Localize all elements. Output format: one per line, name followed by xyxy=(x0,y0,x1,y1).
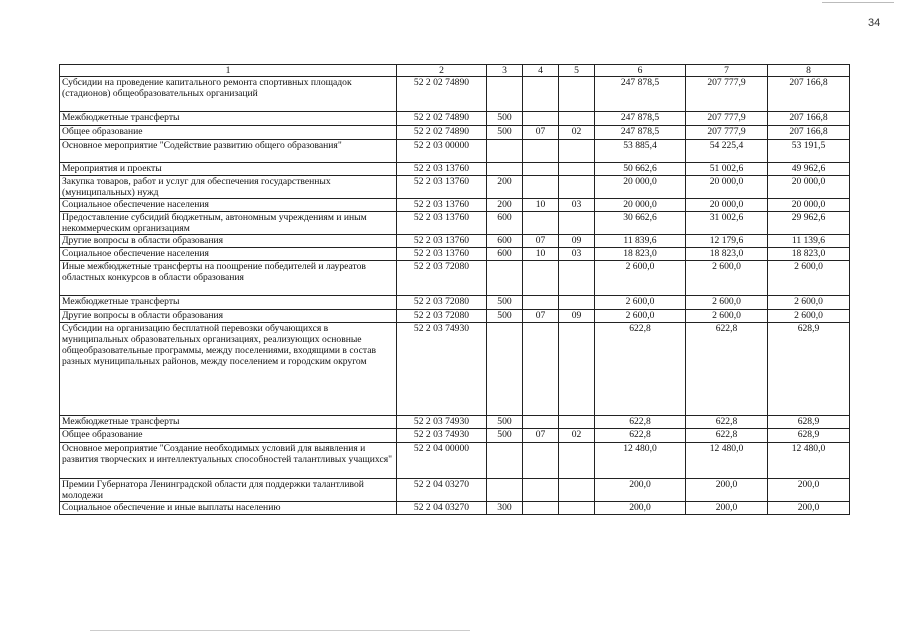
amount-col7-cell: 18 823,0 xyxy=(686,248,768,261)
amount-col8-cell: 200,0 xyxy=(768,502,850,515)
expense-type-cell: 600 xyxy=(487,212,523,235)
amount-col8-cell: 18 823,0 xyxy=(768,248,850,261)
table-row xyxy=(60,502,850,515)
target-code-cell: 52 2 02 74890 xyxy=(397,126,487,140)
amount-col7-cell: 207 777,9 xyxy=(686,126,768,140)
amount-col8-cell: 2 600,0 xyxy=(768,261,850,296)
subsection-cell: 02 xyxy=(559,429,595,443)
target-code-cell: 52 2 03 74930 xyxy=(397,429,487,443)
amount-col6-cell: 247 878,5 xyxy=(595,77,686,112)
target-code-cell: 52 2 03 72080 xyxy=(397,310,487,323)
amount-col8-cell: 207 166,8 xyxy=(768,126,850,140)
column-header: 8 xyxy=(768,65,850,77)
row-name-cell: Иные межбюджетные трансферты на поощрение победителей и лауреатов областных конкурсов в области образования xyxy=(60,261,397,296)
expense-type-cell xyxy=(487,140,523,163)
subsection-cell xyxy=(559,502,595,515)
amount-col7-cell: 207 777,9 xyxy=(686,77,768,112)
subsection-cell xyxy=(559,176,595,199)
row-name-cell: Межбюджетные трансферты xyxy=(60,416,397,429)
table-row xyxy=(60,429,850,443)
section-cell xyxy=(523,140,559,163)
amount-col8-cell: 29 962,6 xyxy=(768,212,850,235)
amount-col7-cell: 20 000,0 xyxy=(686,199,768,212)
table-row xyxy=(60,310,850,323)
amount-col7-cell: 200,0 xyxy=(686,479,768,502)
amount-col8-cell: 200,0 xyxy=(768,479,850,502)
row-name-cell: Мероприятия и проекты xyxy=(60,163,397,176)
column-header: 1 xyxy=(60,65,397,77)
section-cell xyxy=(523,163,559,176)
target-code-cell: 52 2 03 13760 xyxy=(397,212,487,235)
expense-type-cell xyxy=(487,163,523,176)
amount-col8-cell: 49 962,6 xyxy=(768,163,850,176)
table-row xyxy=(60,235,850,248)
expense-type-cell xyxy=(487,323,523,416)
row-name-cell: Основное мероприятие "Содействие развитию общего образования" xyxy=(60,140,397,163)
subsection-cell: 09 xyxy=(559,310,595,323)
target-code-cell: 52 2 03 13760 xyxy=(397,176,487,199)
table-row xyxy=(60,212,850,235)
section-cell xyxy=(523,416,559,429)
table-row xyxy=(60,126,850,140)
subsection-cell xyxy=(559,479,595,502)
amount-col6-cell: 2 600,0 xyxy=(595,310,686,323)
subsection-cell xyxy=(559,443,595,479)
target-code-cell: 52 2 03 00000 xyxy=(397,140,487,163)
amount-col6-cell: 247 878,5 xyxy=(595,126,686,140)
amount-col7-cell: 54 225,4 xyxy=(686,140,768,163)
row-name-cell: Премии Губернатора Ленинградской области для поддержки талантливой молодежи xyxy=(60,479,397,502)
subsection-cell xyxy=(559,416,595,429)
table-row xyxy=(60,248,850,261)
column-header: 6 xyxy=(595,65,686,77)
expense-type-cell: 600 xyxy=(487,248,523,261)
section-cell: 07 xyxy=(523,310,559,323)
row-name-cell: Социальное обеспечение населения xyxy=(60,248,397,261)
section-cell xyxy=(523,323,559,416)
section-cell xyxy=(523,212,559,235)
table-row xyxy=(60,77,850,112)
subsection-cell xyxy=(559,163,595,176)
amount-col8-cell: 11 139,6 xyxy=(768,235,850,248)
row-name-cell: Общее образование xyxy=(60,126,397,140)
amount-col6-cell: 200,0 xyxy=(595,502,686,515)
row-name-cell: Социальное обеспечение населения xyxy=(60,199,397,212)
amount-col8-cell: 628,9 xyxy=(768,323,850,416)
section-cell: 10 xyxy=(523,199,559,212)
table-row xyxy=(60,140,850,163)
expense-type-cell: 300 xyxy=(487,502,523,515)
top-scan-rule xyxy=(822,2,894,3)
table-row xyxy=(60,261,850,296)
expense-type-cell xyxy=(487,479,523,502)
row-name-cell: Другие вопросы в области образования xyxy=(60,310,397,323)
row-name-cell: Другие вопросы в области образования xyxy=(60,235,397,248)
section-cell xyxy=(523,261,559,296)
section-cell xyxy=(523,296,559,310)
target-code-cell: 52 2 03 74930 xyxy=(397,323,487,416)
target-code-cell: 52 2 04 03270 xyxy=(397,502,487,515)
amount-col7-cell: 622,8 xyxy=(686,323,768,416)
expense-type-cell: 200 xyxy=(487,176,523,199)
amount-col7-cell: 31 002,6 xyxy=(686,212,768,235)
amount-col7-cell: 207 777,9 xyxy=(686,112,768,126)
section-cell: 07 xyxy=(523,429,559,443)
table-row xyxy=(60,479,850,502)
amount-col6-cell: 18 823,0 xyxy=(595,248,686,261)
target-code-cell: 52 2 03 72080 xyxy=(397,296,487,310)
subsection-cell xyxy=(559,296,595,310)
amount-col7-cell: 2 600,0 xyxy=(686,310,768,323)
row-name-cell: Субсидии на проведение капитального ремонта спортивных площадок (стадионов) общеобразовательных организаций xyxy=(60,77,397,112)
expense-type-cell xyxy=(487,261,523,296)
amount-col6-cell: 11 839,6 xyxy=(595,235,686,248)
expense-type-cell xyxy=(487,77,523,112)
target-code-cell: 52 2 03 13760 xyxy=(397,235,487,248)
table-row xyxy=(60,112,850,126)
expense-type-cell: 500 xyxy=(487,126,523,140)
table-row xyxy=(60,323,850,416)
subsection-cell xyxy=(559,323,595,416)
section-cell: 07 xyxy=(523,126,559,140)
row-name-cell: Субсидии на организацию бесплатной перевозки обучающихся в муниципальных образовательных организациях, реализующих основные общеобразовательные программы, между поселениями, входящими в состав разных муниципальных районов, между поселением и городским округом xyxy=(60,323,397,416)
column-header: 5 xyxy=(559,65,595,77)
subsection-cell xyxy=(559,140,595,163)
amount-col6-cell: 20 000,0 xyxy=(595,199,686,212)
row-name-cell: Межбюджетные трансферты xyxy=(60,296,397,310)
amount-col7-cell: 12 480,0 xyxy=(686,443,768,479)
bottom-scan-rule xyxy=(90,630,470,631)
amount-col6-cell: 20 000,0 xyxy=(595,176,686,199)
table-row xyxy=(60,416,850,429)
expense-type-cell: 200 xyxy=(487,199,523,212)
subsection-cell xyxy=(559,261,595,296)
amount-col6-cell: 12 480,0 xyxy=(595,443,686,479)
amount-col6-cell: 2 600,0 xyxy=(595,261,686,296)
amount-col8-cell: 2 600,0 xyxy=(768,296,850,310)
section-cell: 10 xyxy=(523,248,559,261)
amount-col7-cell: 51 002,6 xyxy=(686,163,768,176)
table-body xyxy=(60,77,850,515)
subsection-cell: 02 xyxy=(559,126,595,140)
budget-table xyxy=(59,64,850,515)
section-cell xyxy=(523,176,559,199)
row-name-cell: Общее образование xyxy=(60,429,397,443)
amount-col6-cell: 247 878,5 xyxy=(595,112,686,126)
amount-col7-cell: 2 600,0 xyxy=(686,296,768,310)
page-number: 34 xyxy=(868,17,881,29)
amount-col8-cell: 20 000,0 xyxy=(768,199,850,212)
amount-col6-cell: 200,0 xyxy=(595,479,686,502)
section-cell xyxy=(523,77,559,112)
subsection-cell xyxy=(559,77,595,112)
section-cell xyxy=(523,479,559,502)
target-code-cell: 52 2 03 13760 xyxy=(397,199,487,212)
amount-col7-cell: 12 179,6 xyxy=(686,235,768,248)
amount-col7-cell: 20 000,0 xyxy=(686,176,768,199)
target-code-cell: 52 2 02 74890 xyxy=(397,112,487,126)
section-cell xyxy=(523,502,559,515)
amount-col8-cell: 207 166,8 xyxy=(768,77,850,112)
subsection-cell: 03 xyxy=(559,248,595,261)
subsection-cell xyxy=(559,212,595,235)
row-name-cell: Предоставление субсидий бюджетным, автономным учреждениям и иным некоммерческим организациям xyxy=(60,212,397,235)
column-header: 4 xyxy=(523,65,559,77)
column-header: 3 xyxy=(487,65,523,77)
row-name-cell: Межбюджетные трансферты xyxy=(60,112,397,126)
section-cell xyxy=(523,112,559,126)
amount-col7-cell: 2 600,0 xyxy=(686,261,768,296)
expense-type-cell: 500 xyxy=(487,296,523,310)
target-code-cell: 52 2 04 03270 xyxy=(397,479,487,502)
column-header: 2 xyxy=(397,65,487,77)
subsection-cell xyxy=(559,112,595,126)
amount-col7-cell: 200,0 xyxy=(686,502,768,515)
amount-col8-cell: 628,9 xyxy=(768,416,850,429)
table-row xyxy=(60,296,850,310)
subsection-cell: 09 xyxy=(559,235,595,248)
row-name-cell: Социальное обеспечение и иные выплаты населению xyxy=(60,502,397,515)
section-cell xyxy=(523,443,559,479)
table-row xyxy=(60,163,850,176)
target-code-cell: 52 2 03 13760 xyxy=(397,248,487,261)
expense-type-cell: 500 xyxy=(487,416,523,429)
table-row xyxy=(60,176,850,199)
row-name-cell: Закупка товаров, работ и услуг для обеспечения государственных (муниципальных) нужд xyxy=(60,176,397,199)
amount-col6-cell: 53 885,4 xyxy=(595,140,686,163)
amount-col6-cell: 622,8 xyxy=(595,416,686,429)
amount-col8-cell: 628,9 xyxy=(768,429,850,443)
target-code-cell: 52 2 03 74930 xyxy=(397,416,487,429)
target-code-cell: 52 2 03 72080 xyxy=(397,261,487,296)
expense-type-cell: 500 xyxy=(487,310,523,323)
expense-type-cell xyxy=(487,443,523,479)
table-row xyxy=(60,199,850,212)
amount-col6-cell: 622,8 xyxy=(595,429,686,443)
expense-type-cell: 500 xyxy=(487,429,523,443)
subsection-cell: 03 xyxy=(559,199,595,212)
amount-col6-cell: 622,8 xyxy=(595,323,686,416)
amount-col6-cell: 2 600,0 xyxy=(595,296,686,310)
target-code-cell: 52 2 02 74890 xyxy=(397,77,487,112)
amount-col8-cell: 20 000,0 xyxy=(768,176,850,199)
target-code-cell: 52 2 04 00000 xyxy=(397,443,487,479)
table-row xyxy=(60,443,850,479)
amount-col8-cell: 12 480,0 xyxy=(768,443,850,479)
expense-type-cell: 600 xyxy=(487,235,523,248)
section-cell: 07 xyxy=(523,235,559,248)
column-header: 7 xyxy=(686,65,768,77)
amount-col8-cell: 2 600,0 xyxy=(768,310,850,323)
amount-col6-cell: 30 662,6 xyxy=(595,212,686,235)
row-name-cell: Основное мероприятие "Создание необходимых условий для выявления и развития творческих и интеллектуальных способностей талантливых учащихся" xyxy=(60,443,397,479)
column-number-row xyxy=(60,65,850,77)
amount-col8-cell: 207 166,8 xyxy=(768,112,850,126)
amount-col8-cell: 53 191,5 xyxy=(768,140,850,163)
amount-col6-cell: 50 662,6 xyxy=(595,163,686,176)
amount-col7-cell: 622,8 xyxy=(686,416,768,429)
target-code-cell: 52 2 03 13760 xyxy=(397,163,487,176)
amount-col7-cell: 622,8 xyxy=(686,429,768,443)
expense-type-cell: 500 xyxy=(487,112,523,126)
